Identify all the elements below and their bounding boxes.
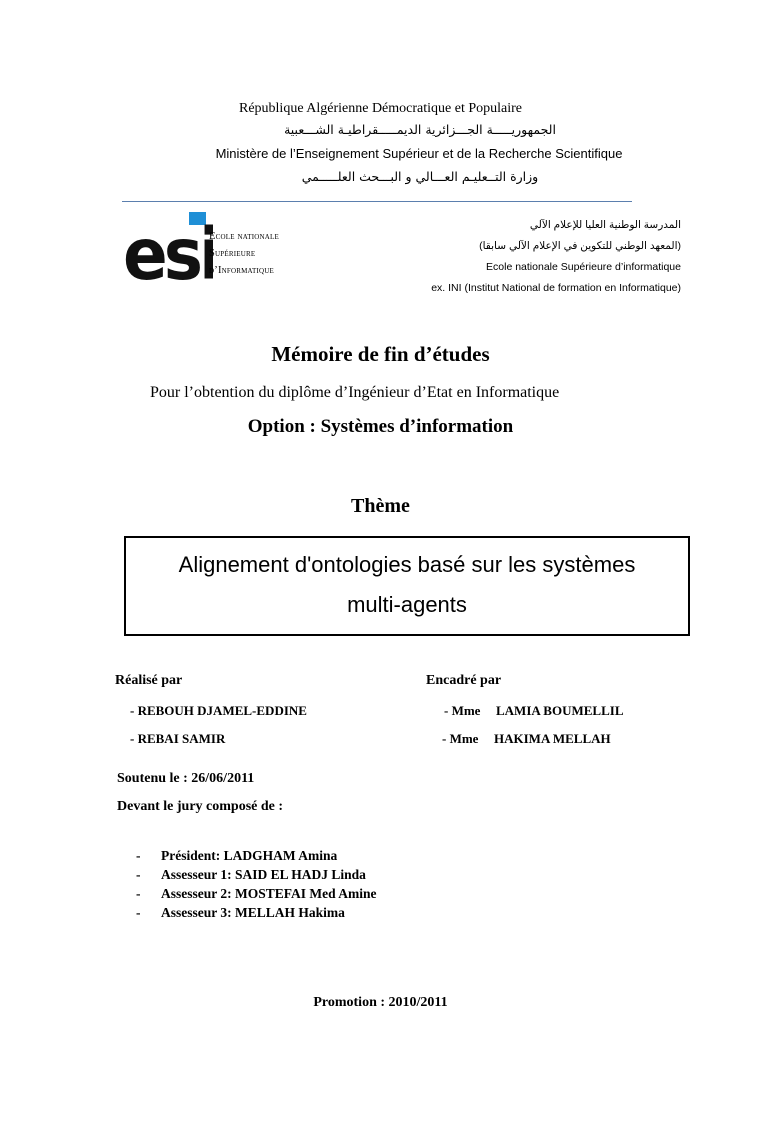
supervisor-entry: [442, 731, 611, 747]
thesis-title-box: [124, 536, 690, 636]
institution-block: [381, 215, 681, 299]
ministry-title: Ministère de l’Enseignement Supérieur et de la Recherche Scientifique: [215, 146, 623, 161]
thesis-option: Option : Systèmes d’information: [247, 416, 514, 437]
thesis-title-line1: Alignement d'ontologies basé sur les systèmes: [178, 552, 636, 577]
logo-school-name: [209, 228, 319, 279]
supervisor-prefix: - Mme: [442, 731, 479, 746]
defense-date: Soutenu le : 26/06/2011: [117, 771, 255, 786]
logo-school-line1: Ecole nationale: [209, 231, 279, 242]
thesis-title-line2: multi-agents: [347, 592, 467, 617]
supervisor-prefix: - Mme: [444, 703, 481, 718]
supervisors-label: Encadré par: [426, 673, 502, 688]
jury-member: - Assesseur 1: SAID EL HADJ Linda: [136, 867, 366, 882]
supervisor-entry: [444, 703, 624, 719]
author-name: - REBOUH DJAMEL-EDDINE: [130, 703, 307, 718]
institution-arabic-name: المدرسة الوطنية العليا للإعلام الآلي: [529, 219, 681, 231]
jury-member: - Président: LADGHAM Amina: [136, 848, 338, 863]
author-name: - REBAI SAMIR: [130, 731, 226, 746]
header-divider: [122, 201, 632, 202]
institution-arabic-former: (المعهد الوطني للتكوين في الإعلام الآلي سابقا): [479, 240, 681, 252]
jury-list: [136, 846, 377, 922]
republic-title-arabic: الجمهوريـــــة الجـــزائرية الديمـــــقراطيـة الشـــعبية: [284, 122, 556, 137]
thesis-purpose: Pour l’obtention du diplôme d’Ingénieur d’Etat en Informatique: [150, 384, 560, 401]
theme-label: Thème: [351, 495, 410, 517]
supervisor-name: HAKIMA MELLAH: [494, 731, 611, 746]
jury-member: - Assesseur 2: MOSTEFAI Med Amine: [136, 886, 377, 901]
logo-school-line2: Supérieure: [209, 248, 256, 259]
svg-text:esi: esi: [123, 213, 213, 282]
supervisor-name: LAMIA BOUMELLIL: [496, 703, 624, 718]
thesis-title: [126, 538, 688, 625]
esi-logo-icon: [123, 210, 213, 282]
institution-name-fr: Ecole nationale Supérieure d’informatique: [486, 261, 681, 273]
institution-former-name: ex. INI (Institut National de formation en Informatique): [431, 282, 681, 294]
logo-school-line3: d’Informatique: [209, 265, 275, 276]
promotion: Promotion : 2010/2011: [313, 995, 448, 1010]
thesis-type: Mémoire de fin d’études: [271, 342, 490, 366]
authors-label: Réalisé par: [115, 673, 183, 688]
ministry-title-arabic: وزارة التــعليـم العـــالي و البـــحث العلـــــمي: [301, 169, 539, 184]
jury-intro: Devant le jury composé de :: [117, 799, 284, 814]
republic-title: République Algérienne Démocratique et Populaire: [238, 101, 523, 116]
jury-member: - Assesseur 3: MELLAH Hakima: [136, 905, 345, 920]
